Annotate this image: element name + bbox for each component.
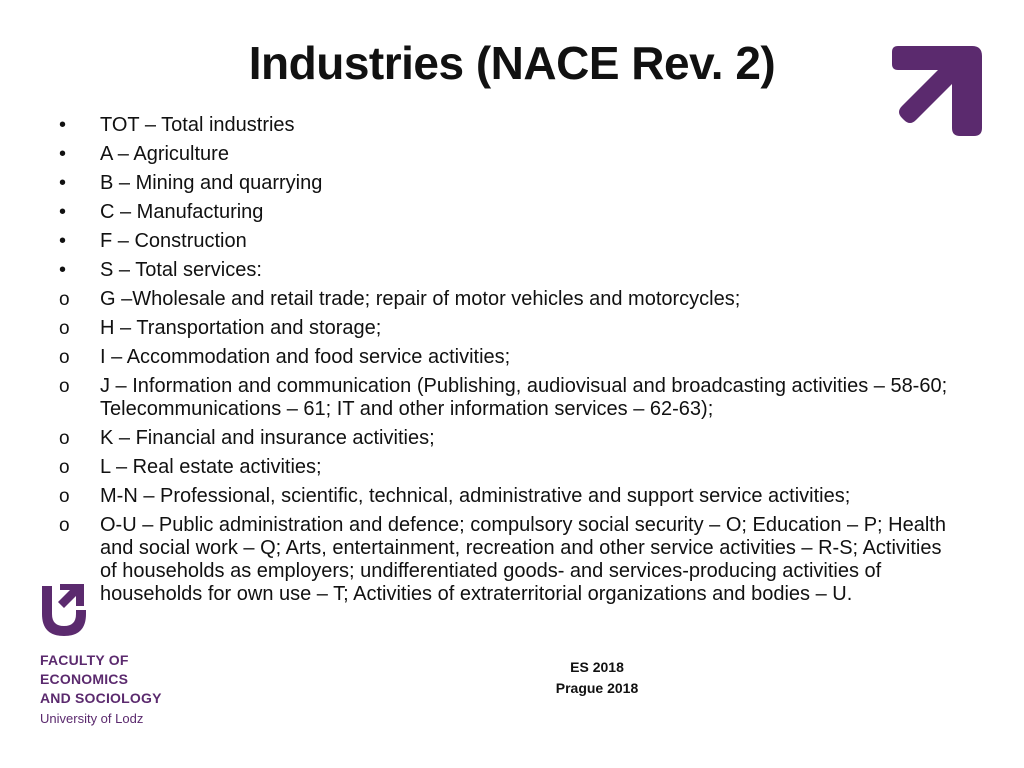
list-item — [0, 514, 960, 606]
list-item-text: K – Financial and insurance activities; — [100, 427, 435, 449]
list-item — [0, 317, 960, 340]
list-item-text: H – Transportation and storage; — [100, 317, 382, 339]
list-item — [0, 288, 960, 311]
list-item-text: S – Total services: — [100, 259, 262, 281]
list-item-text: G –Wholesale and retail trade; repair of motor vehicles and motorcycles; — [100, 288, 741, 310]
list-item — [0, 172, 960, 195]
sub-bullet-icon: o — [59, 289, 70, 310]
list-item-text: O-U – Public administration and defence; compulsory social security – O; Education – P; Health and social work – Q; Arts, entertainment, recreation and other service activities – R-S; Activities of households as employers; undifferentiated goods- and services-producing activities of households for own use – T; Activities of extraterritorial organizations and bodies – U. — [100, 514, 946, 605]
bullet-icon: • — [59, 143, 67, 165]
list-item-text: C – Manufacturing — [100, 201, 264, 223]
list-item — [0, 427, 960, 450]
list-item-text: F – Construction — [100, 230, 247, 252]
sub-bullet-icon: o — [59, 318, 70, 339]
faculty-line-2: ECONOMICS — [40, 671, 129, 687]
bullet-icon: • — [59, 172, 67, 194]
faculty-line-3: AND SOCIOLOGY — [40, 690, 162, 706]
bullet-icon: • — [59, 201, 67, 223]
sub-bullet-icon: o — [59, 376, 70, 397]
list-item — [0, 485, 960, 508]
footer — [497, 657, 697, 699]
list-item-text: J – Information and communication (Publishing, audiovisual and broadcasting activities – 58-60; Telecommunications – 61; IT and other information services – 62-63); — [100, 375, 948, 420]
bullet-icon: • — [59, 259, 67, 281]
footer-event: ES 2018 — [570, 659, 624, 675]
bullet-icon: • — [59, 114, 67, 136]
list-item-text: L – Real estate activities; — [100, 456, 322, 478]
list-item — [0, 201, 960, 224]
industry-list — [0, 114, 1000, 612]
university-logo-icon — [38, 580, 90, 638]
faculty-name — [40, 651, 162, 708]
list-item-text: TOT – Total industries — [100, 114, 295, 136]
list-item-text: B – Mining and quarrying — [100, 172, 323, 194]
sub-bullet-icon: o — [59, 515, 70, 536]
university-name: University of Lodz — [40, 711, 144, 726]
sub-bullet-icon: o — [59, 486, 70, 507]
faculty-line-1: FACULTY OF — [40, 652, 129, 668]
list-item — [0, 456, 960, 479]
bullet-icon: • — [59, 230, 67, 252]
list-item — [0, 143, 960, 166]
list-item-text: A – Agriculture — [100, 143, 229, 165]
footer-location: Prague 2018 — [555, 680, 639, 696]
list-item — [0, 114, 960, 137]
list-item — [0, 375, 960, 421]
list-item — [0, 230, 960, 253]
list-item — [0, 259, 960, 282]
list-item — [0, 346, 960, 369]
list-item-text: I – Accommodation and food service activities; — [100, 346, 511, 368]
sub-bullet-icon: o — [59, 428, 70, 449]
sub-bullet-icon: o — [59, 457, 70, 478]
sub-bullet-icon: o — [59, 347, 70, 368]
list-item-text: M-N – Professional, scientific, technical, administrative and support service activities; — [100, 485, 851, 507]
slide-title: Industries (NACE Rev. 2) — [248, 37, 776, 89]
